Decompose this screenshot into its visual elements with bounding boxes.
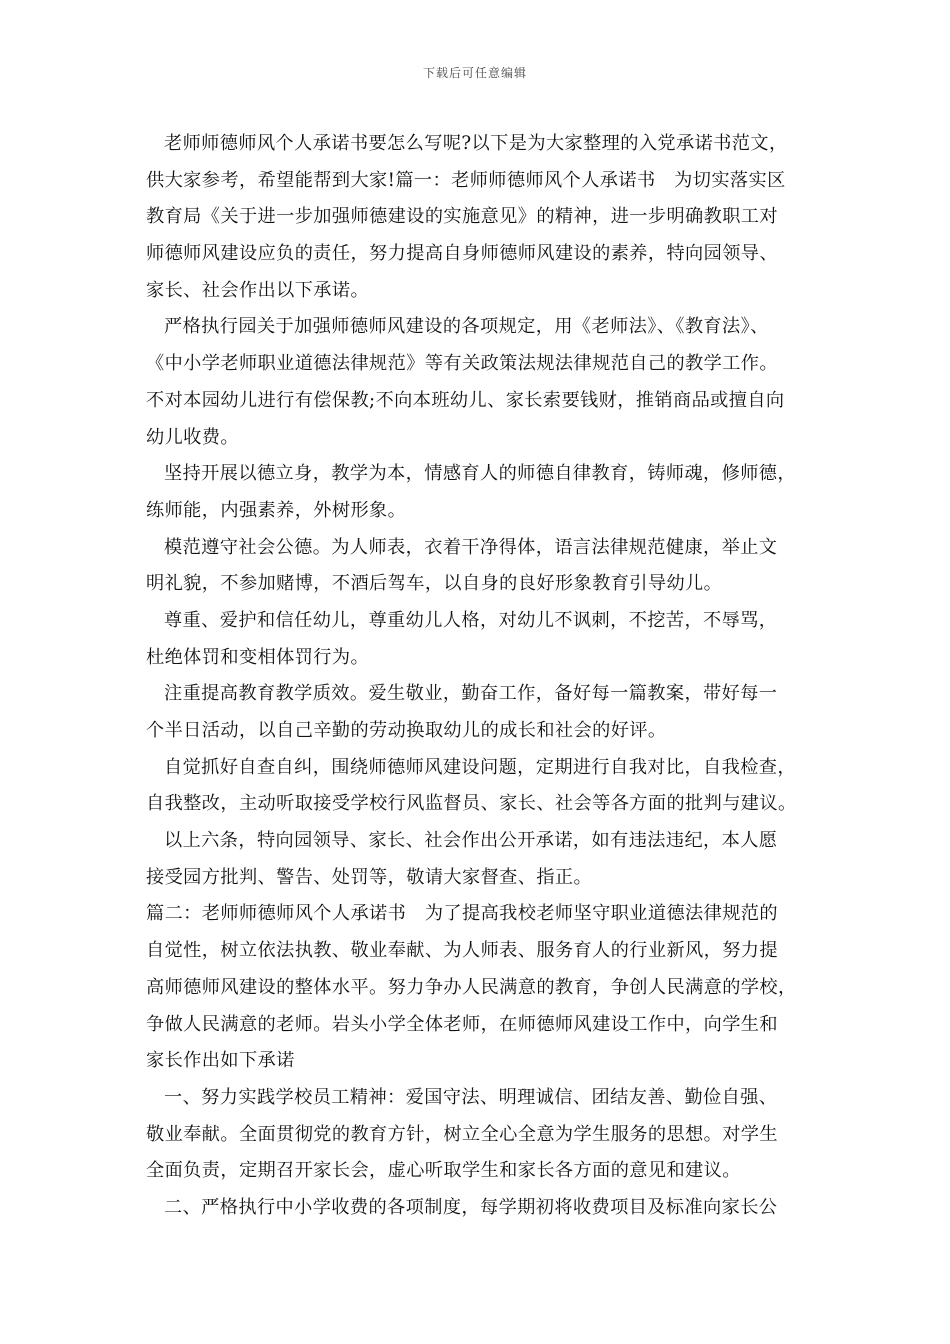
text-line: 家长作出如下承诺 [146,1050,295,1072]
document-body [146,126,811,1227]
text-line: 自觉抓好自查自纠，围绕师德师风建设问题，定期进行自我对比，自我检查， [164,756,796,778]
text-line: 二、严格执行中小学收费的各项制度，每学期初将收费项目及标准向家长公 [164,1196,778,1218]
text-line: 尊重、爱护和信任幼儿，尊重幼儿人格，对幼儿不讽刺，不挖苦，不辱骂， [164,609,778,631]
text-line: 一、努力实践学校员工精神：爱国守法、明理诚信、团结友善、勤俭自强、 [164,1086,778,1108]
text-line: 《中小学老师职业道德法律规范》等有关政策法规法律规范自己的教学工作。 [146,353,778,375]
text-line: 接受园方批判、警告、处罚等，敬请大家督查、指正。 [146,866,593,888]
text-line: 练师能，内强素养，外树形象。 [146,499,407,521]
text-line: 自我整改，主动听取接受学校行风监督员、家长、社会等各方面的批判与建议。 [146,793,797,815]
text-line: 以上六条，特向园领导、家长、社会作出公开承诺，如有违法违纪，本人愿 [164,830,778,852]
text-line: 敬业奉献。全面贯彻党的教育方针，树立全心全意为学生服务的思想。对学生 [146,1123,778,1145]
text-line: 自觉性，树立依法执教、敬业奉献、为人师表、服务育人的行业新风，努力提 [146,940,778,962]
text-line: 幼儿收费。 [146,426,239,448]
page-header: 下载后可任意编辑 [422,66,527,80]
text-line: 高师德师风建设的整体水平。努力争办人民满意的教育，争创人民满意的学校， [146,976,797,998]
text-line: 老师师德师风个人承诺书要怎么写呢?以下是为大家整理的入党承诺书范文， [164,133,788,154]
text-line: 个半日活动，以自己辛勤的劳动换取幼儿的成长和社会的好评。 [146,720,667,741]
text-line: 篇二：老师师德师风个人承诺书 为了提高我校老师坚守职业道德法律规范的 [146,903,778,925]
text-line: 争做人民满意的老师。岩头小学全体老师，在师德师风建设工作中，向学生和 [146,1013,778,1035]
text-line: 师德师风建设应负的责任，努力提高自身师德师风建设的素养，特向园领导、 [146,243,778,265]
text-line: 教育局《关于进一步加强师德建设的实施意见》的精神，进一步明确教职工对 [146,206,778,228]
text-line: 严格执行园关于加强师德师风建设的各项规定，用《老师法》、《教育法》、 [164,316,769,338]
text-line: 杜绝体罚和变相体罚行为。 [146,646,370,668]
text-line: 全面负责，定期召开家长会，虚心听取学生和家长各方面的意见和建议。 [146,1160,741,1182]
text-line: 供大家参考，希望能帮到大家!篇一：老师师德师风个人承诺书 为切实落实区 [146,169,786,191]
text-line: 不对本园幼儿进行有偿保教;不向本班幼儿、家长索要钱财，推销商品或擅自向 [146,389,785,411]
text-line: 家长、社会作出以下承诺。 [146,279,370,301]
text-line: 注重提高教育教学质效。爱生敬业，勤奋工作，备好每一篇教案，带好每一 [164,683,778,705]
text-line: 明礼貌，不参加赌博，不酒后驾车，以自身的良好形象教育引导幼儿。 [146,573,723,595]
text-line: 坚持开展以德立身，教学为本，情感育人的师德自律教育，铸师魂，修师德， [164,463,796,485]
text-line: 模范遵守社会公德。为人师表，衣着干净得体，语言法律规范健康，举止文 [164,536,778,558]
